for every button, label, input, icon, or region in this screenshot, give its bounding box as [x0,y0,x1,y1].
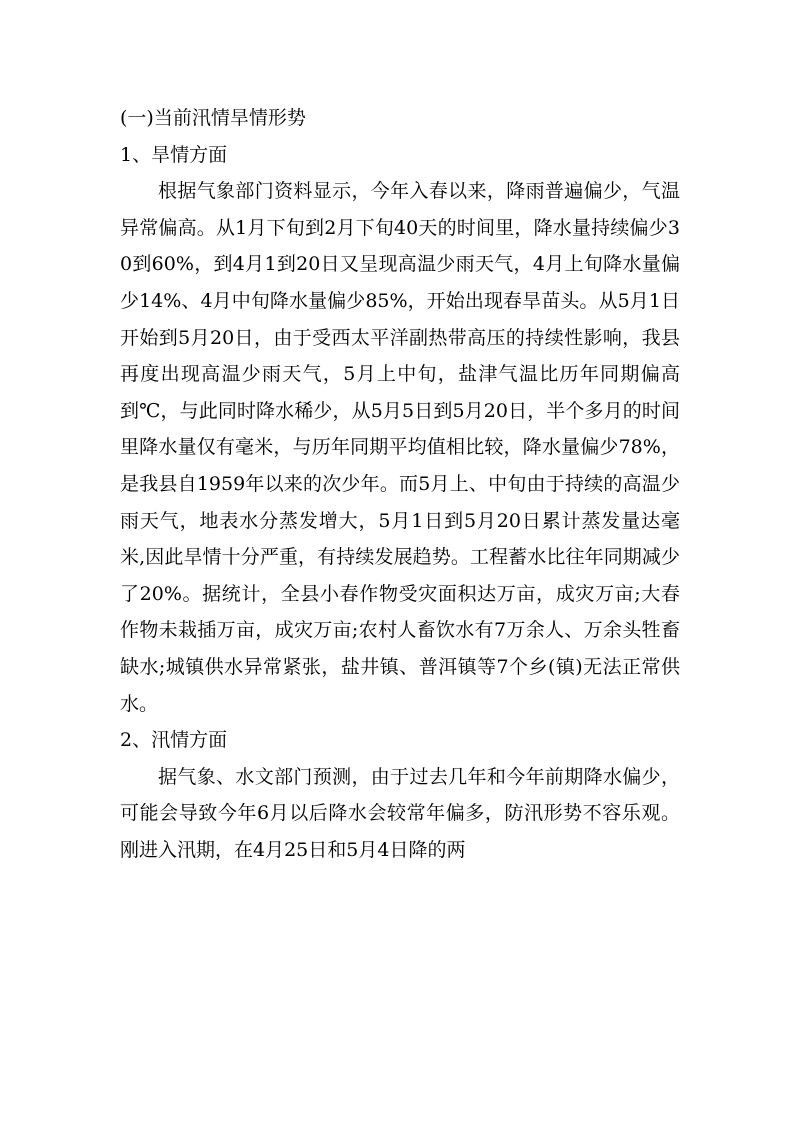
paragraph-drought: 根据气象部门资料显示，今年入春以来，降雨普遍偏少，气温异常偏高。从1月下旬到2月下旬40天的时间里，降水量持续偏少30到60%，到4月1到20日又呈现高温少雨天气，4月上旬降水量偏少14%、4月中旬降水量偏少85%，开始出现春旱苗头。从5月1日开始到5月20日，由于受西太平洋副热带高压的持续性影响，我县再度出现高温少雨天气，5月上中旬，盐津气温比历年同期偏高到℃，与此同时降水稀少，从5月5日到5月20日，半个多月的时间里降水量仅有毫米，与历年同期平均值相比较，降水量偏少78%，是我县自1959年以来的次少年。而5月上、中旬由于持续的高温少雨天气，地表水分蒸发增大，5月1日到5月20日累计蒸发量达毫米,因此旱情十分严重，有持续发展趋势。工程蓄水比往年同期减少了20%。据统计，全县小春作物受灾面积达万亩，成灾万亩;大春作物未栽插万亩，成灾万亩;农村人畜饮水有7万余人、万余头牲畜缺水;城镇供水异常紧张，盐井镇、普洱镇等7个乡(镇)无法正常供水。 [120,180,680,715]
document-body [120,100,680,868]
paragraph-flood: 据气象、水文部门预测，由于过去几年和今年前期降水偏少，可能会导致今年6月以后降水会较常年偏多，防汛形势不容乐观。刚进入汛期，在4月25日和5月4日降的两 [120,765,680,861]
subsection-heading-flood: 2、汛情方面 [120,729,228,752]
subsection-heading-drought: 1、旱情方面 [120,143,228,166]
section-heading: (一)当前汛情旱情形势 [120,107,306,129]
